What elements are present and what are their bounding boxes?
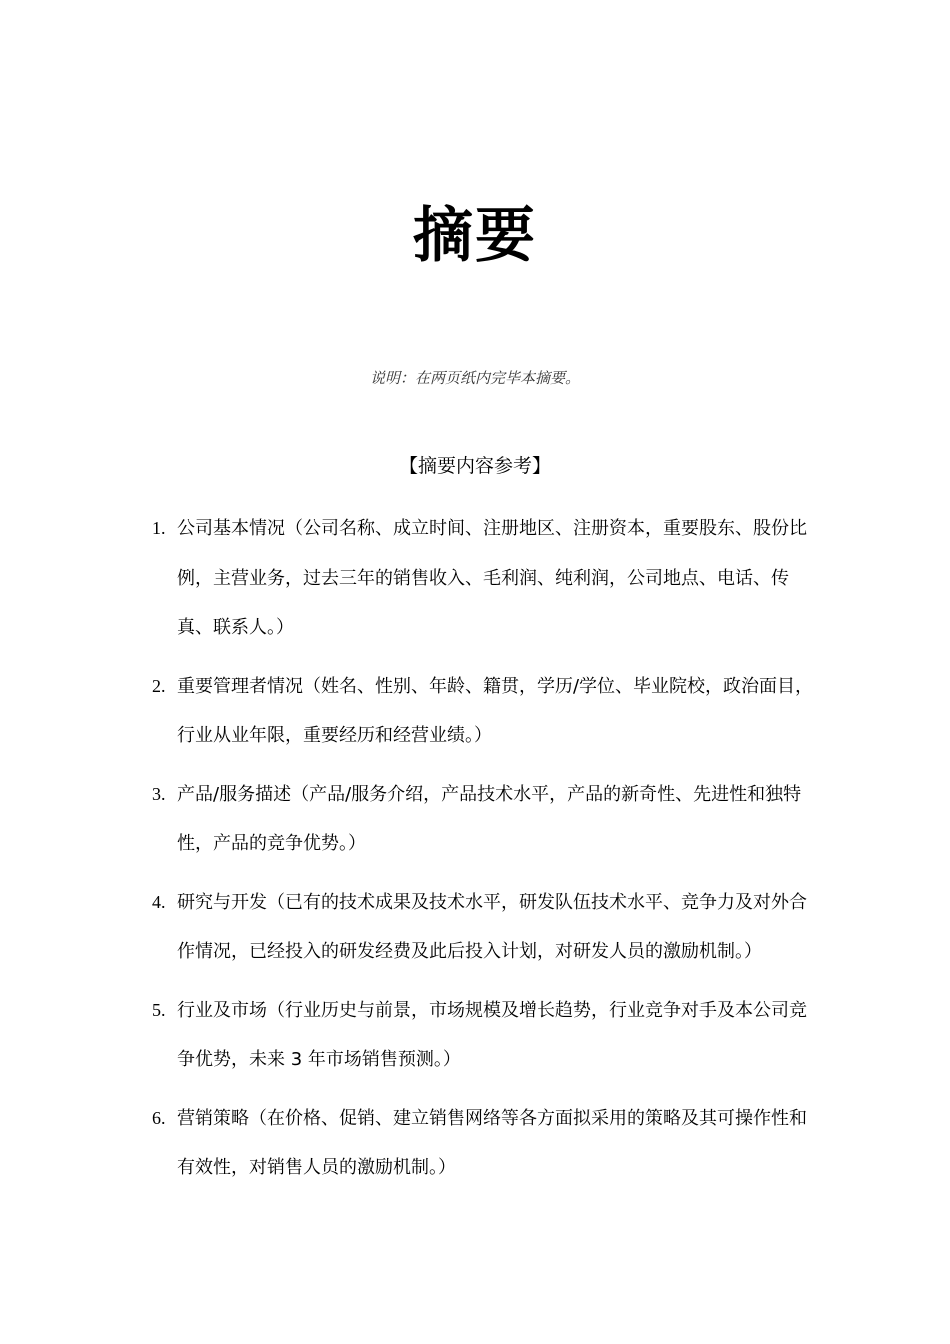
list-item-text: 重要管理者情况（姓名、性别、年龄、籍贯，学历/学位、毕业院校，政治面目，行业从业年限，重要经历和经营业绩。） — [177, 675, 814, 746]
list-item-number: 2. — [152, 675, 166, 696]
page-title: 摘要 — [413, 201, 537, 271]
list-item — [152, 662, 822, 761]
list-item-number: 4. — [152, 891, 166, 912]
list-item-number: 5. — [152, 999, 166, 1020]
list-item-number: 1. — [152, 518, 166, 538]
list-item — [152, 878, 822, 977]
list-item-number: 3. — [152, 783, 166, 804]
list-item — [152, 986, 822, 1085]
list-item-text: 营销策略（在价格、促销、建立销售网络等各方面拟采用的策略及其可操作性和有效性，对销售人员的激励机制。） — [177, 1107, 807, 1178]
list-item-text: 行业及市场（行业历史与前景，市场规模及增长趋势，行业竞争对手及本公司竞争优势，未来 3 年市场销售预测。） — [177, 999, 807, 1070]
section-heading: 【摘要内容参考】 — [398, 455, 551, 477]
list-item-text: 产品/服务描述（产品/服务介绍，产品技术水平，产品的新奇性、先进性和独特性，产品的竞争优势。） — [177, 783, 802, 854]
list-item — [152, 504, 822, 653]
list-item — [152, 770, 822, 869]
summary-item-list — [152, 504, 822, 1202]
instruction-note: 说明：在两页纸内完毕本摘要。 — [369, 369, 580, 387]
list-item-text: 公司基本情况（公司名称、成立时间、注册地区、注册资本，重要股东、股份比例，主营业务，过去三年的销售收入、毛利润、纯利润，公司地点、电话、传真、联系人。） — [177, 518, 807, 638]
list-item — [152, 1094, 822, 1193]
list-item-text: 研究与开发（已有的技术成果及技术水平，研发队伍技术水平、竞争力及对外合作情况，已经投入的研发经费及此后投入计划，对研发人员的激励机制。） — [177, 891, 807, 962]
list-item-number: 6. — [152, 1107, 166, 1128]
